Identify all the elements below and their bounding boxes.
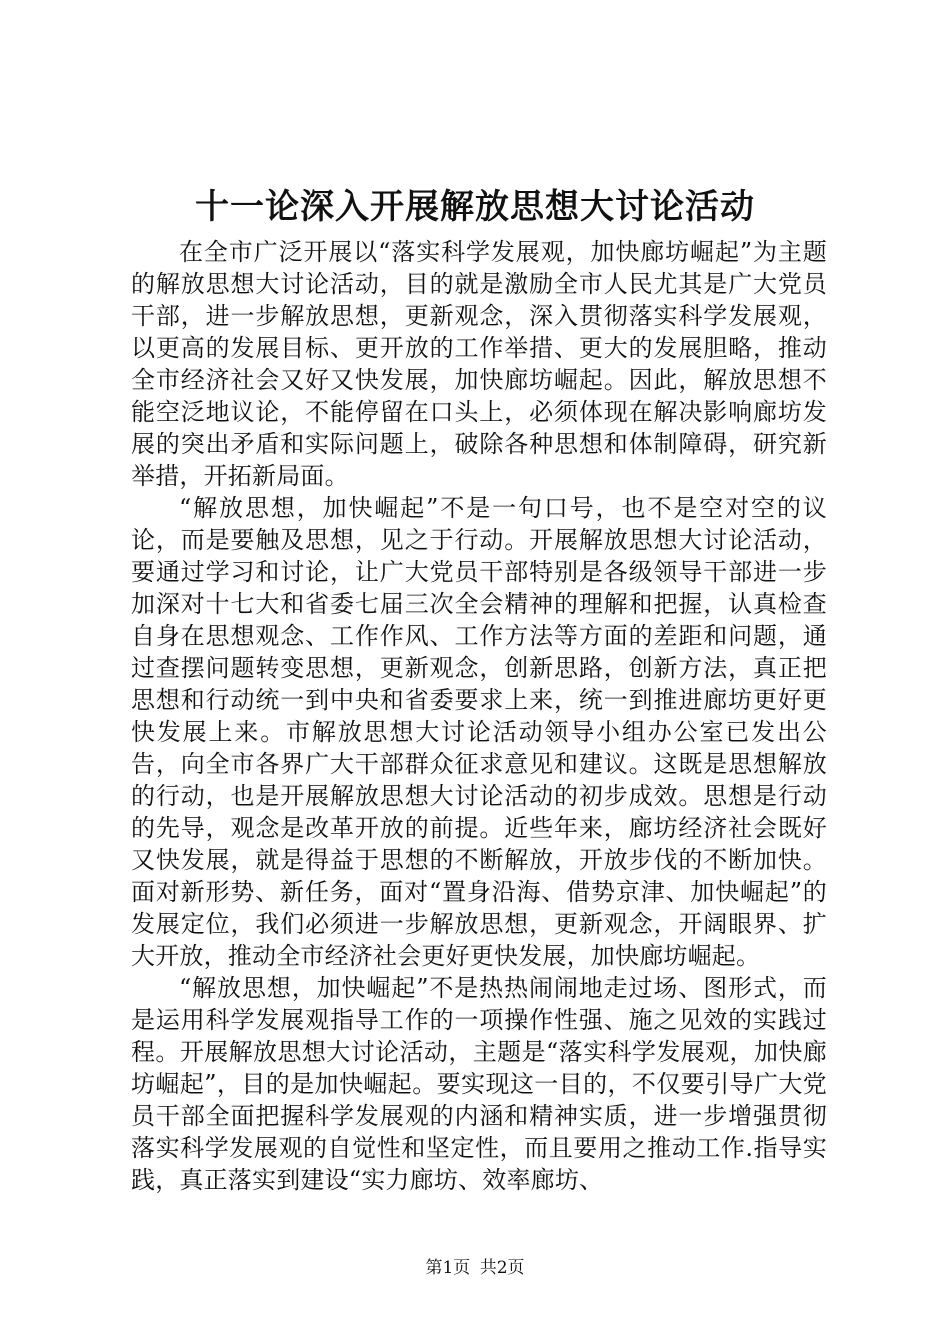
page-footer [0, 1256, 950, 1280]
page-number-total: 共2页 [479, 1258, 525, 1278]
paragraph-2: “解放思想，加快崛起”不是一句口号，也不是空对空的议论，而是要触及思想，见之于行动。开展解放思想大讨论活动，要通过学习和讨论，让广大党员干部特别是各级领导干部进一步加深对十七大和省委七届三次全会精神的理解和把握，认真检查自身在思想观念、工作作风、工作方法等方面的差距和问题，通过查摆问题转变思想，更新观念，创新思路，创新方法，真正把思想和行动统一到中央和省委要求上来，统一到推进廊坊更好更快发展上来。市解放思想大讨论活动领导小组办公室已发出公告，向全市各界广大干部群众征求意见和建议。这既是思想解放的行动，也是开展解放思想大讨论活动的初步成效。思想是行动的先导，观念是改革开放的前提。近些年来，廊坊经济社会既好又快发展，就是得益于思想的不断解放，开放步伐的不断加快。面对新形势、新任务，面对“置身沿海、借势京津、加快崛起”的发展定位，我们必须进一步解放思想，更新观念，开阔眼界、扩大开放，推动全市经济社会更好更快发展，加快廊坊崛起。 [131, 494, 827, 970]
document-body [131, 236, 827, 1196]
document-title: 十一论深入开展解放思想大讨论活动 [195, 187, 755, 227]
page-number-current: 第1页 [425, 1258, 471, 1278]
paragraph-1: 在全市广泛开展以“落实科学发展观，加快廊坊崛起”为主题的解放思想大讨论活动，目的就是激励全市人民尤其是广大党员干部，进一步解放思想，更新观念，深入贯彻落实科学发展观，以更高的发展目标、更开放的工作举措、更大的发展胆略，推动全市经济社会又好又快发展，加快廊坊崛起。因此，解放思想不能空泛地议论，不能停留在口头上，必须体现在解决影响廊坊发展的突出矛盾和实际问题上，破除各种思想和体制障碍，研究新举措，开拓新局面。 [131, 238, 827, 490]
paragraph-3: “解放思想，加快崛起”不是热热闹闹地走过场、图形式，而是运用科学发展观指导工作的一项操作性强、施之见效的实践过程。开展解放思想大讨论活动，主题是“落实科学发展观，加快廊坊崛起”，目的是加快崛起。要实现这一目的，不仅要引导广大党员干部全面把握科学发展观的内涵和精神实质，进一步增强贯彻落实科学发展观的自觉性和坚定性，而且要用之推动工作.指导实践，真正落实到建设“实力廊坊、效率廊坊、 [131, 974, 827, 1194]
